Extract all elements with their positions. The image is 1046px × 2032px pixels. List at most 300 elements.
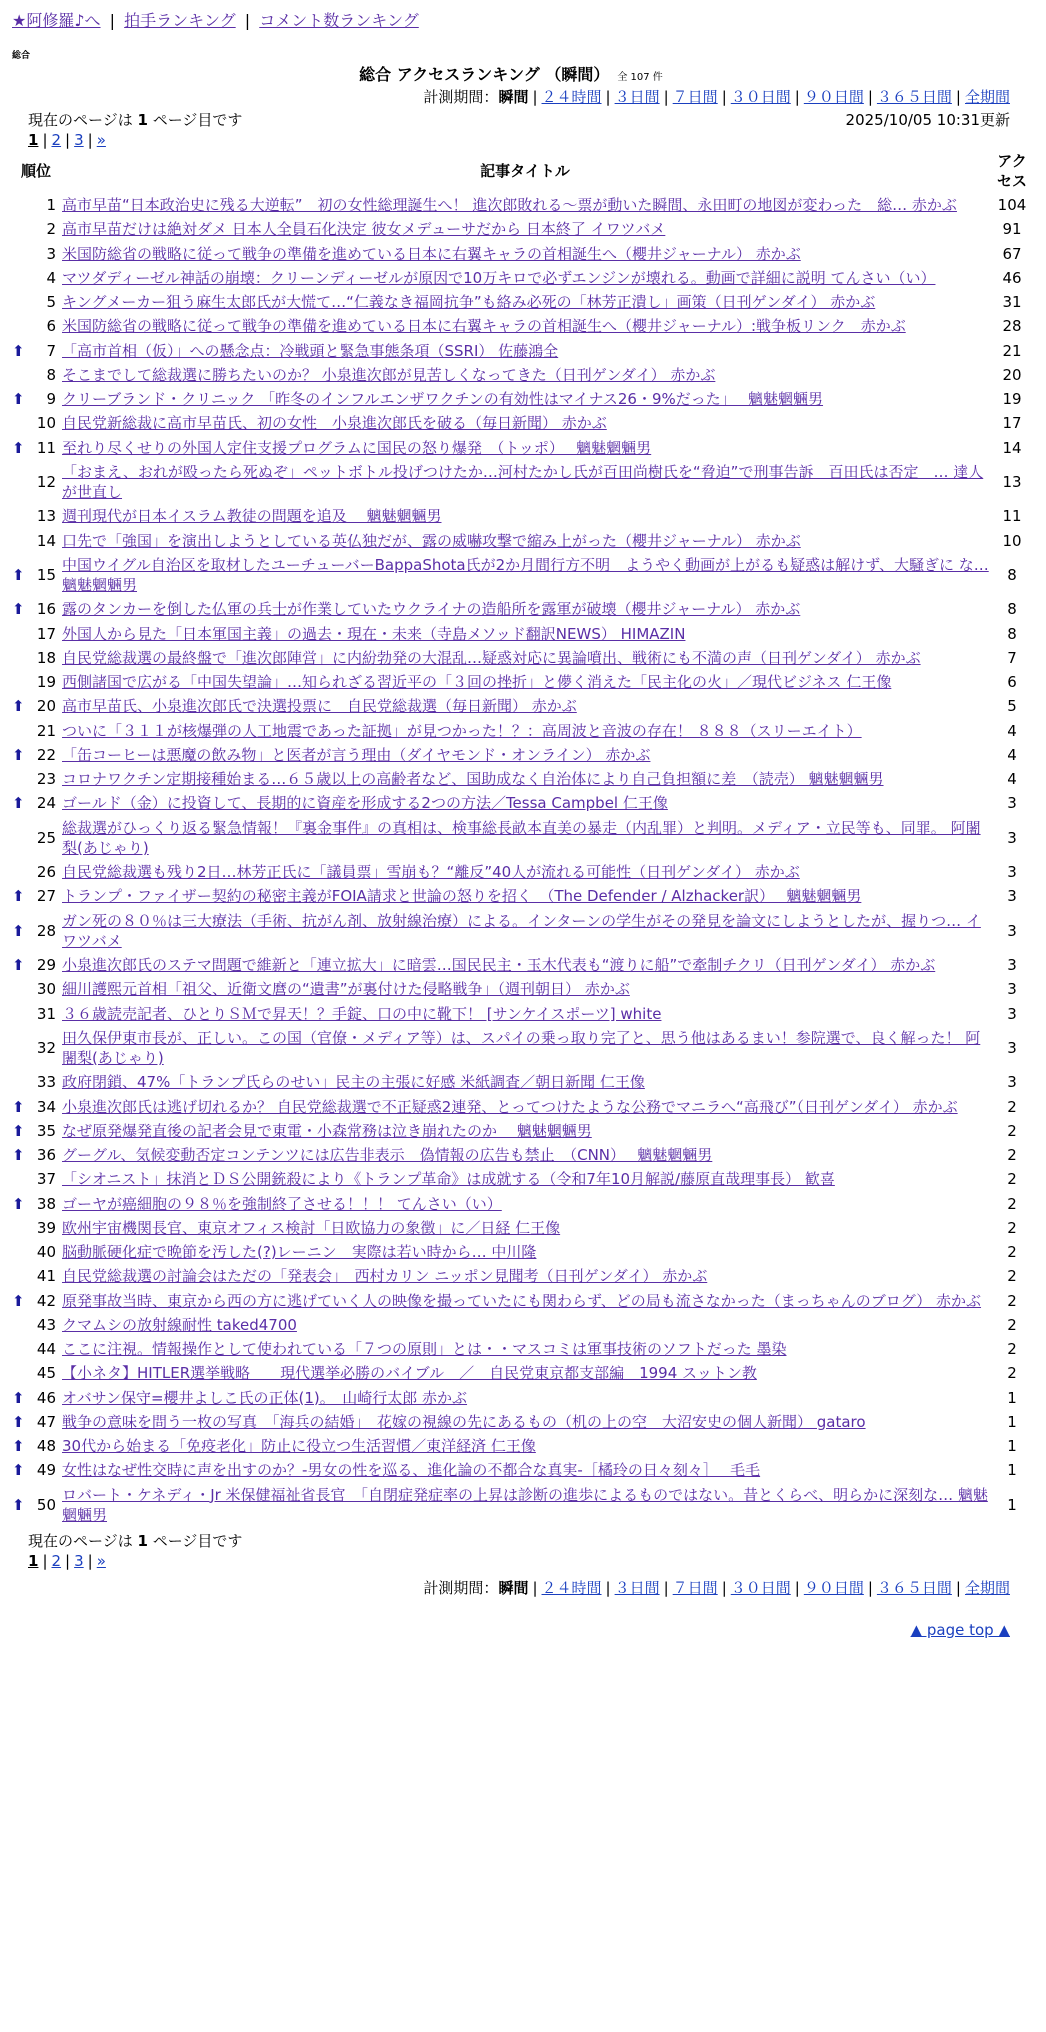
page-info-top [12,110,1010,130]
period-current: 瞬間 [498,88,529,107]
article-title-cell [60,622,990,646]
article-link[interactable]: クリーブランド・クリニック 「昨冬のインフルエンザワクチンの有効性はマイナス26・9%だった」 魑魅魍魎男 [62,390,824,409]
article-link[interactable]: 欧州宇宙機関長官、東京オフィス検討「日欧協力の象徴」に／日経 仁王像 [62,1218,561,1237]
article-link[interactable]: オバサン保守=櫻井よしこ氏の正体(1)。 山崎行太郎 赤かぶ [62,1388,468,1407]
pager-current[interactable]: 1 [28,1552,39,1571]
rank-trend [12,1386,30,1410]
col-access-header: アクセス [996,152,1027,190]
access-count: 46 [1002,268,1022,287]
rank-trend [12,436,30,460]
pager-next[interactable]: » [96,1552,106,1571]
access-count: 2 [1007,1121,1017,1140]
table-row [12,290,1034,314]
article-link[interactable]: 原発事故当時、東京から西の方に逃げていく人の映像を撮っていたにも関わらず、どの局も流さなかった（まっちゃんのブログ） 赤かぶ [62,1291,982,1310]
article-link[interactable]: 露のタンカーを倒した仏軍の兵士が作業していたウクライナの造船所を露軍が破壊（櫻井ジャーナル） 赤かぶ [62,600,801,619]
access-count: 104 [997,196,1027,215]
article-link[interactable]: 自民党新総裁に高市早苗氏、初の女性 小泉進次郎氏を破る（毎日新聞） 赤かぶ [62,414,607,433]
article-title-cell [60,1361,990,1385]
article-title-cell [60,860,990,884]
article-link[interactable]: コロナワクチン定期接種始まる…６５歳以上の高齢者など、国助成なく自治体により自己負担額に差 （読売） 魑魅魍魎男 [62,770,884,789]
table-row [12,1167,1034,1191]
rank-trend [12,1143,30,1167]
article-link[interactable]: 至れり尽くせりの外国人定住支援プログラムに国民の怒り爆発 （トッポ） 魑魅魍魎男 [62,438,652,457]
rank-trend [12,1361,30,1385]
rank-trend [12,1410,30,1434]
period-current: 瞬間 [498,1578,529,1597]
rank-trend [12,504,30,528]
table-row [12,387,1034,411]
up-arrow-icon: ⬆ [12,1121,25,1140]
rank-number: 9 [46,390,56,409]
pager-next[interactable]: » [96,130,106,149]
period-separator: | [721,1578,727,1597]
article-title-cell [60,646,990,670]
rank-number: 48 [36,1437,56,1456]
article-title-cell [60,694,990,718]
rank-number: 30 [36,980,56,999]
article-link[interactable]: ３６歳読売記者、ひとりＳＭで昇天！？手錠、口の中に靴下！ [サンケイスポーツ] white [62,1004,662,1023]
article-title-cell [60,1289,990,1313]
table-row [12,242,1034,266]
table-row [12,1070,1034,1094]
rank-trend [12,193,30,217]
access-count: 3 [1007,863,1017,882]
period-link[interactable]: ３６５日間 [876,88,952,107]
rank-number: 21 [36,721,56,740]
access-count: 2 [1007,1291,1017,1310]
access-count: 14 [1002,438,1022,457]
clap-ranking-link[interactable]: 拍手ランキング [124,11,236,30]
article-title-cell [60,314,990,338]
article-title-cell [60,719,990,743]
nav-separator: | [109,11,116,30]
rank-number: 31 [36,1004,56,1023]
article-title-cell [60,670,990,694]
article-link[interactable]: ゴーヤが癌細胞の９８％を強制終了させる！！！ てんさい（い） [62,1194,502,1213]
rank-number: 42 [36,1291,56,1310]
rank-number: 46 [36,1388,56,1407]
current-page-text [28,110,242,130]
article-link[interactable]: ロバート・ケネディ・Jr 米保健福祉省長官 「自閉症発症率の上昇は診断の進歩によるものではない。昔とくらべ、明らかに深刻な… 魑魅魍魎男 [62,1485,988,1524]
article-title-cell [60,193,990,217]
article-title-cell [60,339,990,363]
article-title-cell [60,1002,990,1026]
article-link[interactable]: 高市早苗氏、小泉進次郎氏で決選投票に 自民党総裁選（毎日新聞） 赤かぶ [62,697,577,716]
rank-number: 34 [36,1097,56,1116]
table-row [12,411,1034,435]
rank-number: 18 [36,648,56,667]
up-arrow-icon: ⬆ [12,745,25,764]
access-count: 3 [1007,1038,1017,1057]
rank-trend [12,719,30,743]
article-link[interactable]: ここに注視。情報操作として使われている「７つの原則」とは・・マスコミは軍事技術のソフトだった 墨染 [62,1340,787,1359]
rank-number: 1 [46,196,56,215]
article-link[interactable]: 「シオニスト」抹消とＤＳ公開銃殺により《トランプ革命》は成就する（令和7年10月解説/藤原直哉理事長） 歓喜 [62,1170,835,1189]
home-link[interactable]: ★阿修羅♪へ [12,11,101,30]
period-selector-top [12,87,1010,107]
article-title-cell [60,1434,990,1458]
rank-number: 19 [36,673,56,692]
access-count: 2 [1007,1364,1017,1383]
up-arrow-icon: ⬆ [12,1291,25,1310]
rank-trend [12,242,30,266]
access-count: 3 [1007,887,1017,906]
article-title-cell [60,1458,990,1482]
updated-time: 2025/10/05 10:31更新 [845,110,1010,129]
ranking-table [12,150,1034,1527]
rank-trend [12,290,30,314]
rank-number: 29 [36,956,56,975]
pager-link[interactable]: 2 [51,130,62,149]
access-count: 17 [1002,414,1022,433]
pager-separator: | [65,1552,71,1571]
article-link[interactable]: 「高市首相（仮）」への懸念点：冷戦頭と緊急事態条項（SSRI） 佐藤鴻全 [62,341,559,360]
access-count: 4 [1007,721,1017,740]
article-link[interactable]: 戦争の意味を問う一枚の写真 「海兵の結婚」 花嫁の視線の先にあるもの（机の上の空 大沼安史の個人新聞） gataro [62,1412,866,1431]
period-separator: | [794,88,800,107]
article-title-cell [60,504,990,528]
rank-number: 22 [36,745,56,764]
comment-ranking-link[interactable]: コメント数ランキング [259,11,419,30]
article-link[interactable]: 週刊現代が日本イスラム教徒の問題を追及 魑魅魍魎男 [62,507,442,526]
rank-trend [12,1458,30,1482]
rank-trend [12,529,30,553]
article-title-cell [60,553,990,598]
article-link[interactable]: 総裁選がひっくり返る緊急情報！『裏金事件』の真相は、検事総長畝本直美の暴走（内乱罪）と判明。メディア・立民等も、同罪。 阿闍梨(あじゃり) [62,818,981,857]
table-row [12,1434,1034,1458]
article-title-cell [60,529,990,553]
rank-trend [12,791,30,815]
table-row [12,1002,1034,1026]
rank-number: 7 [46,341,56,360]
period-link[interactable]: ７日間 [672,88,718,107]
rank-number: 36 [36,1146,56,1165]
page-title [12,64,1010,86]
table-row [12,1361,1034,1385]
access-count: 4 [1007,745,1017,764]
page-suffix: ページ目です [152,110,243,129]
up-arrow-icon: ⬆ [12,1097,25,1116]
rank-number: 45 [36,1364,56,1383]
article-title-cell [60,387,990,411]
article-link[interactable]: 高市早苗“日本政治史に残る大逆転” 初の女性総理誕生へ！ 進次郎敗れる〜票が動いた瞬間、永田町の地図が変わった 総… 赤かぶ [62,196,957,215]
period-link[interactable]: ３６５日間 [876,1578,952,1597]
period-link[interactable]: ３日間 [614,88,660,107]
period-label: 計測期間： [423,1578,499,1597]
table-row [12,460,1034,505]
period-separator: | [867,1578,873,1597]
table-row [12,1483,1034,1528]
table-row [12,553,1034,598]
period-link[interactable]: ３０日間 [730,1578,791,1597]
period-link[interactable]: ２４時間 [541,1578,602,1597]
rank-number: 25 [36,828,56,847]
period-link[interactable]: ３０日間 [730,88,791,107]
rank-number: 17 [36,624,56,643]
rank-number: 39 [36,1218,56,1237]
article-title-cell [60,1313,990,1337]
article-title-cell [60,1240,990,1264]
table-row [12,1410,1034,1434]
rank-trend [12,411,30,435]
pager-separator: | [87,130,93,149]
period-separator: | [794,1578,800,1597]
article-link[interactable]: 小泉進次郎氏のステマ問題で維新と「連立拡大」に暗雲…国民民主・玉木代表も“渡りに船”で牽制チクリ（日刊ゲンダイ） 赤かぶ [62,956,936,975]
rank-number: 8 [46,365,56,384]
rank-number: 16 [36,600,56,619]
up-arrow-icon: ⬆ [12,600,25,619]
article-title-cell [60,1143,990,1167]
pager-link[interactable]: 3 [74,1552,84,1571]
up-arrow-icon: ⬆ [12,390,25,409]
article-link[interactable]: 自民党総裁選の最終盤で「進次郎陣営」に内紛勃発の大混乱…疑惑対応に異論噴出、戦術にも不満の声（日刊ゲンダイ） 赤かぶ [62,648,921,667]
rank-trend [12,314,30,338]
period-link[interactable]: 全期間 [964,1578,1010,1597]
rank-trend [12,1119,30,1143]
access-count: 67 [1002,244,1022,263]
access-count: 2 [1007,1170,1017,1189]
rank-trend [12,339,30,363]
period-link[interactable]: ９０日間 [803,88,864,107]
table-row [12,767,1034,791]
access-count: 28 [1002,317,1022,336]
access-count: 1 [1007,1437,1017,1456]
pager-link[interactable]: 3 [74,130,84,149]
article-title-cell [60,1192,990,1216]
page-number: 1 [137,110,148,129]
article-title-cell [60,1095,990,1119]
rank-trend [12,646,30,670]
rank-number: 20 [36,697,56,716]
page-top-link[interactable]: ▲ page top ▲ [910,1620,1010,1639]
article-title-cell [60,363,990,387]
up-arrow-icon: ⬆ [12,438,25,457]
top-nav [12,10,1010,32]
access-count: 3 [1007,794,1017,813]
access-count: 2 [1007,1340,1017,1359]
pager-separator: | [42,1552,48,1571]
access-count: 3 [1007,980,1017,999]
period-separator: | [532,88,538,107]
period-link[interactable]: 全期間 [964,88,1010,107]
article-link[interactable]: 中国ウイグル自治区を取材したユーチューバーBappaShota氏が2か月間行方不明 ようやく動画が上がるも疑惑は解けず、大騒ぎに な… 魑魅魍魎男 [62,555,989,595]
rank-number: 28 [36,921,56,940]
rank-number: 15 [36,565,56,584]
article-title-cell [60,1167,990,1191]
rank-number: 3 [46,244,56,263]
article-link[interactable]: 西側諸国で広がる「中国失望論」…知られざる習近平の「３回の挫折」と儚く消えた「民主化の火」／現代ビジネス 仁王像 [62,673,892,692]
table-row [12,670,1034,694]
rank-trend [12,460,30,505]
access-count: 21 [1002,341,1022,360]
table-row [12,314,1034,338]
access-count: 6 [1007,673,1017,692]
article-title-cell [60,977,990,1001]
article-link[interactable]: クマムシの放射線耐性 taked4700 [62,1315,297,1334]
rank-trend [12,694,30,718]
article-link[interactable]: 細川護熙元首相「祖父、近衛文麿の“遺書”が裏付けた侵略戦争」（週刊朝日） 赤かぶ [62,980,630,999]
rank-number: 23 [36,770,56,789]
up-arrow-icon: ⬆ [12,1437,25,1456]
up-arrow-icon: ⬆ [12,341,25,360]
rank-number: 35 [36,1121,56,1140]
article-link[interactable]: グーグル、気候変動否定コンテンツには広告非表示 偽情報の広告も禁止 （CNN） 魑魅魍魎男 [62,1146,713,1165]
rank-trend [12,553,30,598]
rank-trend [12,363,30,387]
article-link[interactable]: そこまでして総裁選に勝ちたいのか？ 小泉進次郎が見苦しくなってきた（日刊ゲンダイ） 赤かぶ [62,365,716,384]
article-link[interactable]: ガン死の８０％は三大療法（手術、抗がん剤、放射線治療）による。インターンの学生がその発見を論文にしようとしたが、握りつ… イワツバメ [62,911,981,950]
rank-number: 4 [46,268,56,287]
category-label: 総合 [12,50,31,61]
table-row [12,266,1034,290]
rank-trend [12,1483,30,1528]
total-count: 全 107 件 [617,71,663,83]
rank-number: 26 [36,863,56,882]
article-title-cell [60,816,990,861]
table-row [12,884,1034,908]
rank-number: 6 [46,317,56,336]
rank-number: 27 [36,887,56,906]
access-count: 2 [1007,1267,1017,1286]
table-row [12,909,1034,954]
table-row [12,860,1034,884]
article-title-cell [60,1070,990,1094]
access-count: 8 [1007,565,1017,584]
up-arrow-icon: ⬆ [12,921,25,940]
access-count: 91 [1002,220,1022,239]
rank-trend [12,1070,30,1094]
rank-trend [12,597,30,621]
period-link[interactable]: ２４時間 [541,88,602,107]
article-link[interactable]: 米国防総省の戦略に従って戦争の準備を進めている日本に右翼キャラの首相誕生へ（櫻井ジャーナル）:戦争板リンク 赤かぶ [62,317,906,336]
rank-trend [12,387,30,411]
period-separator: | [605,88,611,107]
pager-link[interactable]: 2 [51,1552,62,1571]
up-arrow-icon: ⬆ [12,956,25,975]
pager-separator: | [65,130,71,149]
article-link[interactable]: キングメーカー狙う麻生太郎氏が大慌て…“仁義なき福岡抗争”も絡み必死の「林芳正潰し」画策（日刊ゲンダイ） 赤かぶ [62,293,876,312]
col-title-header: 記事タイトル [480,161,570,180]
article-link[interactable]: なぜ原発爆発直後の記者会見で東電・小森常務は泣き崩れたのか 魑魅魍魎男 [62,1121,592,1140]
access-count: 1 [1007,1461,1017,1480]
access-count: 1 [1007,1495,1017,1514]
article-link[interactable]: 脳動脈硬化症で晩節を汚した(?)レーニン 実際は若い時から… 中川隆 [62,1243,537,1262]
access-count: 5 [1007,697,1017,716]
table-row [12,217,1034,241]
rank-trend [12,1216,30,1240]
access-count: 3 [1007,956,1017,975]
table-row [12,1143,1034,1167]
article-title-cell [60,909,990,954]
period-separator: | [721,88,727,107]
table-row [12,1216,1034,1240]
article-link[interactable]: ゴールド（金）に投資して、長期的に資産を形成する2つの方法／Tessa Campbel 仁王像 [62,794,668,813]
rank-number: 33 [36,1073,56,1092]
article-link[interactable]: 田久保伊東市長が、正しい。この国（官僚・メディア等）は、スパイの乗っ取り完了と、思う他はあるまい！参院選で、良く解った！ 阿闍梨(あじゃり) [62,1028,981,1068]
article-link[interactable]: 小泉進次郎氏は逃げ切れるか？ 自民党総裁選で不正疑惑2連発、とってつけたような公務でマニラへ“高飛び”（日刊ゲンダイ） 赤かぶ [62,1097,958,1116]
article-link[interactable]: 自民党総裁選も残り2日…林芳正氏に「議員票」雪崩も？“離反”40人が流れる可能性（日刊ゲンダイ） 赤かぶ [62,863,800,882]
table-row [12,977,1034,1001]
article-title-cell [60,953,990,977]
rank-trend [12,1026,30,1071]
access-count: 13 [1002,472,1022,491]
rank-trend [12,1240,30,1264]
pager-current[interactable]: 1 [28,130,39,149]
article-link[interactable]: 【小ネタ】HITLER選挙戦略 現代選挙必勝のバイブル ／ 自民党東京都支部編 1994 スットン教 [62,1364,757,1383]
article-link[interactable]: 米国防総省の戦略に従って戦争の準備を進めている日本に右翼キャラの首相誕生へ（櫻井ジャーナル） 赤かぶ [62,244,801,263]
article-title-cell [60,743,990,767]
article-title-cell [60,436,990,460]
rank-number: 2 [46,220,56,239]
rank-trend [12,1264,30,1288]
article-title-cell [60,791,990,815]
up-arrow-icon: ⬆ [12,1146,25,1165]
rank-number: 41 [36,1267,56,1286]
period-link[interactable]: ９０日間 [803,1578,864,1597]
table-row [12,1386,1034,1410]
access-count: 2 [1007,1315,1017,1334]
period-link[interactable]: ３日間 [614,1578,660,1597]
article-title-cell [60,411,990,435]
article-link[interactable]: マツダディーゼル神話の崩壊：クリーンディーゼルが原因で10万キロで必ずエンジンが壊れる。動画で詳細に説明 てんさい（い） [62,268,936,287]
period-separator: | [605,1578,611,1597]
rank-trend [12,977,30,1001]
up-arrow-icon: ⬆ [12,887,25,906]
article-title-cell [60,1264,990,1288]
article-link[interactable]: 「缶コーヒーは悪魔の飲み物」と医者が言う理由（ダイヤモンド・オンライン） 赤かぶ [62,745,651,764]
rank-trend [12,816,30,861]
article-title-cell [60,217,990,241]
access-count: 2 [1007,1218,1017,1237]
rank-number: 32 [36,1038,56,1057]
rank-number: 13 [36,507,56,526]
article-link[interactable]: 30代から始まる「免疫老化」防止に役立つ生活習慣／東洋経済 仁王像 [62,1437,536,1456]
article-link[interactable]: 口先で「強国」を演出しようとしている英仏独だが、露の威嚇攻撃で縮み上がった（櫻井ジャーナル） 赤かぶ [62,531,801,550]
access-count: 11 [1002,507,1022,526]
access-count: 3 [1007,1004,1017,1023]
table-row [12,1337,1034,1361]
up-arrow-icon: ⬆ [12,1495,25,1514]
rank-trend [12,217,30,241]
article-title-cell [60,1216,990,1240]
rank-trend [12,1167,30,1191]
rank-trend [12,909,30,954]
rank-trend [12,1289,30,1313]
period-link[interactable]: ７日間 [672,1578,718,1597]
article-title-cell [60,1483,990,1528]
current-page-text [28,1531,242,1551]
article-link[interactable]: 女性はなぜ性交時に声を出すのか？-男女の性を巡る、進化論の不都合な真実-［橘玲の日々刻々］ 毛毛 [62,1461,761,1480]
article-title-cell [60,1410,990,1434]
page-number: 1 [137,1532,148,1551]
rank-trend [12,1313,30,1337]
rank-number: 43 [36,1315,56,1334]
article-link[interactable]: トランプ・ファイザー契約の秘密主義がFOIA請求と世論の怒りを招く （The Defender / Alzhacker訳） 魑魅魍魎男 [62,887,862,906]
article-title-cell [60,1026,990,1071]
article-link[interactable]: 外国人から見た「日本軍国主義」の過去・現在・未来（寺島メソッド翻訳NEWS） HIMAZIN [62,624,686,643]
access-count: 4 [1007,770,1017,789]
rank-number: 49 [36,1461,56,1480]
article-link[interactable]: 「おまえ、おれが殴ったら死ぬぞ」ペットボトル投げつけたか…河村たかし氏が百田尚樹氏を“脅迫”で刑事告訴 百田氏は否定 … 達人が世直し [62,462,984,502]
article-link[interactable]: ついに「３１１が核爆弾の人工地震であった証拠」が見つかった！？：高周波と音波の存在！ ８８８（スリーエイト） [62,721,862,740]
article-link[interactable]: 高市早苗だけは絶対ダメ 日本人全員石化決定 彼女メデューサだから 日本終了 イワツバメ [62,220,666,239]
period-separator: | [867,88,873,107]
article-link[interactable]: 政府閉鎖、47%「トランプ氏らのせい」民主の主張に好感 米紙調査／朝日新聞 仁王像 [62,1073,645,1092]
rank-number: 47 [36,1412,56,1431]
access-count: 1 [1007,1388,1017,1407]
article-link[interactable]: 自民党総裁選の討論会はただの「発表会」 西村カリン ニッポン見聞考（日刊ゲンダイ） 赤かぶ [62,1267,708,1286]
table-row [12,1119,1034,1143]
